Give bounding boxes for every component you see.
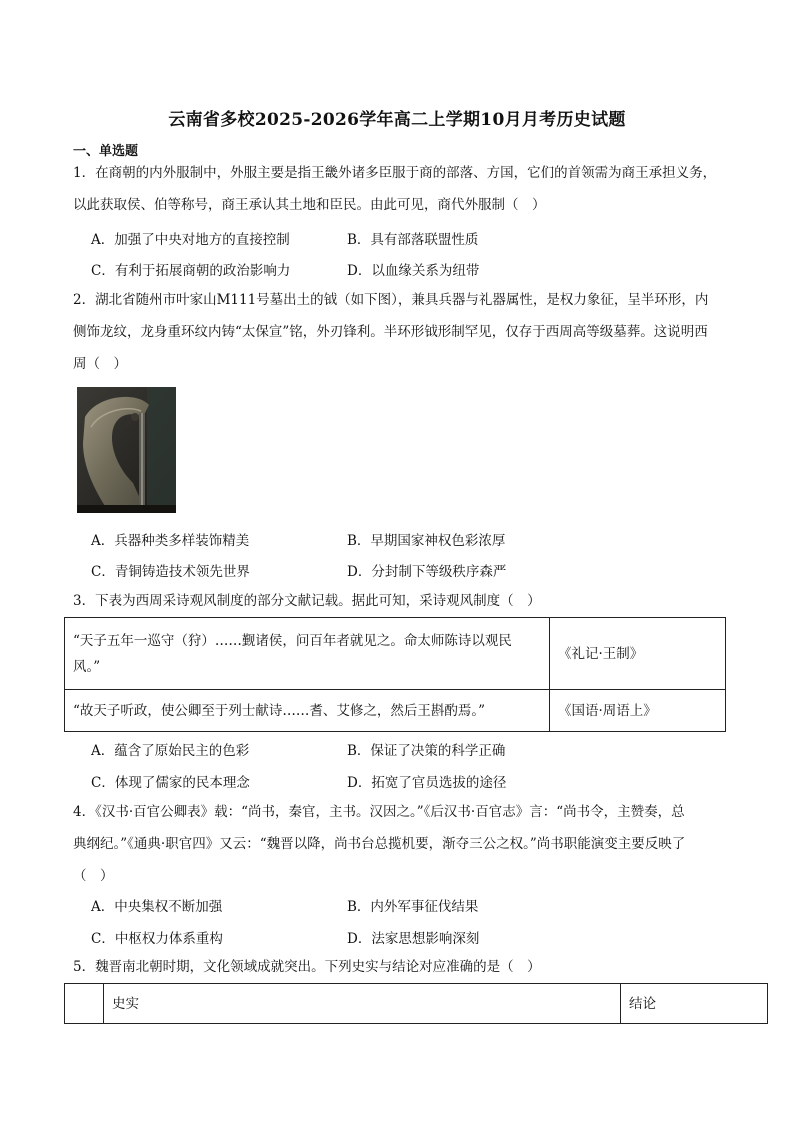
question-2-option-a: A．兵器种类多样装饰精美 — [91, 533, 250, 549]
bronze-yue-axe-photo — [77, 387, 176, 513]
question-2-stem — [73, 284, 733, 380]
question-4-stem — [73, 796, 733, 892]
quote-line: “天子五年一巡守（狩）……觐诸侯，问百年者就见之。命太师陈诗以观民 — [73, 632, 512, 649]
table-cell-blank — [65, 984, 104, 1024]
question-4-option-d: D．法家思想影响深刻 — [347, 931, 480, 947]
question-5-line: 5．魏晋南北朝时期，文化领域成就突出。下列史实与结论对应准确的是（ ） — [73, 959, 541, 975]
question-3-line: 3．下表为西周采诗观风制度的部分文献记载。据此可知，采诗观风制度（ ） — [73, 593, 541, 609]
question-2-line: 周（ ） — [73, 356, 127, 372]
question-3-stem — [73, 585, 733, 617]
question-1-stem — [73, 157, 733, 221]
question-4-option-c: C．中枢权力体系重构 — [91, 931, 223, 947]
question-4-line: 典纲纪。”《通典·职官四》又云：“魏晋以降，尚书台总揽机要，渐夺三公之权。”尚书职能演变主要反映了 — [73, 836, 686, 852]
table-row — [65, 618, 726, 690]
table-cell-source: 《礼记·王制》 — [550, 618, 726, 690]
question-1-option-d: D．以血缘关系为纽带 — [347, 263, 480, 279]
question-3-table — [64, 617, 726, 732]
question-4-line: 4．《汉书·百官公卿表》载：“尚书，秦官，主书。汉因之。”《后汉书·百官志》言：“尚书令，主赞奏，总 — [73, 804, 685, 820]
question-5-table — [64, 983, 768, 1024]
bronze-yue-axe-image — [77, 387, 176, 513]
table-cell-quote: “故天子听政，使公卿至于列士献诗……耆、艾修之，然后王斟酌焉。” — [65, 690, 550, 732]
table-header-conclusion: 结论 — [621, 984, 768, 1024]
table-header-facts: 史实 — [104, 984, 621, 1024]
question-2-option-c: C．青铜铸造技术领先世界 — [91, 564, 250, 580]
question-1-line: 以此获取侯、伯等称号，商王承认其土地和臣民。由此可见，商代外服制（ ） — [73, 197, 546, 213]
page-title: 云南省多校2025-2026学年高二上学期10月月考历史试题 — [168, 110, 626, 130]
question-3-option-c: C．体现了儒家的民本理念 — [91, 775, 250, 791]
quote-line: 风。” — [73, 658, 101, 675]
question-1-option-b: B．具有部落联盟性质 — [347, 232, 479, 248]
table-cell-source: 《国语·周语上》 — [550, 690, 726, 732]
question-4-line: （ ） — [73, 868, 114, 884]
question-2-line: 2．湖北省随州市叶家山M111号墓出土的钺（如下图），兼具兵器与礼器属性，是权力象征，呈半环形，内 — [73, 292, 709, 308]
question-2-option-d: D．分封制下等级秩序森严 — [347, 564, 507, 580]
table-row — [65, 690, 726, 732]
question-3-option-a: A．蕴含了原始民主的色彩 — [91, 743, 250, 759]
question-5-stem — [73, 951, 733, 983]
section-heading: 一、单选题 — [73, 144, 139, 159]
table-row — [65, 984, 768, 1024]
question-2-option-b: B．早期国家神权色彩浓厚 — [347, 533, 506, 549]
question-1-line: 1．在商朝的内外服制中，外服主要是指王畿外诸多臣服于商的部落、方国，它们的首领需为商王承担义务， — [73, 165, 717, 181]
table-cell-quote — [65, 618, 550, 690]
question-3-option-d: D．拓宽了官员选拔的途径 — [347, 775, 507, 791]
question-4-option-a: A．中央集权不断加强 — [91, 899, 223, 915]
question-2-line: 侧饰龙纹，龙身重环纹内铸“太保宣”铭，外刃锋利。半环形钺形制罕见，仅存于西周高等级墓葬。这说明西 — [73, 324, 708, 340]
question-1-option-c: C．有利于拓展商朝的政治影响力 — [91, 263, 291, 279]
question-1-option-a: A．加强了中央对地方的直接控制 — [91, 232, 290, 248]
question-3-option-b: B．保证了决策的科学正确 — [347, 743, 506, 759]
question-4-option-b: B．内外军事征伐结果 — [347, 899, 479, 915]
